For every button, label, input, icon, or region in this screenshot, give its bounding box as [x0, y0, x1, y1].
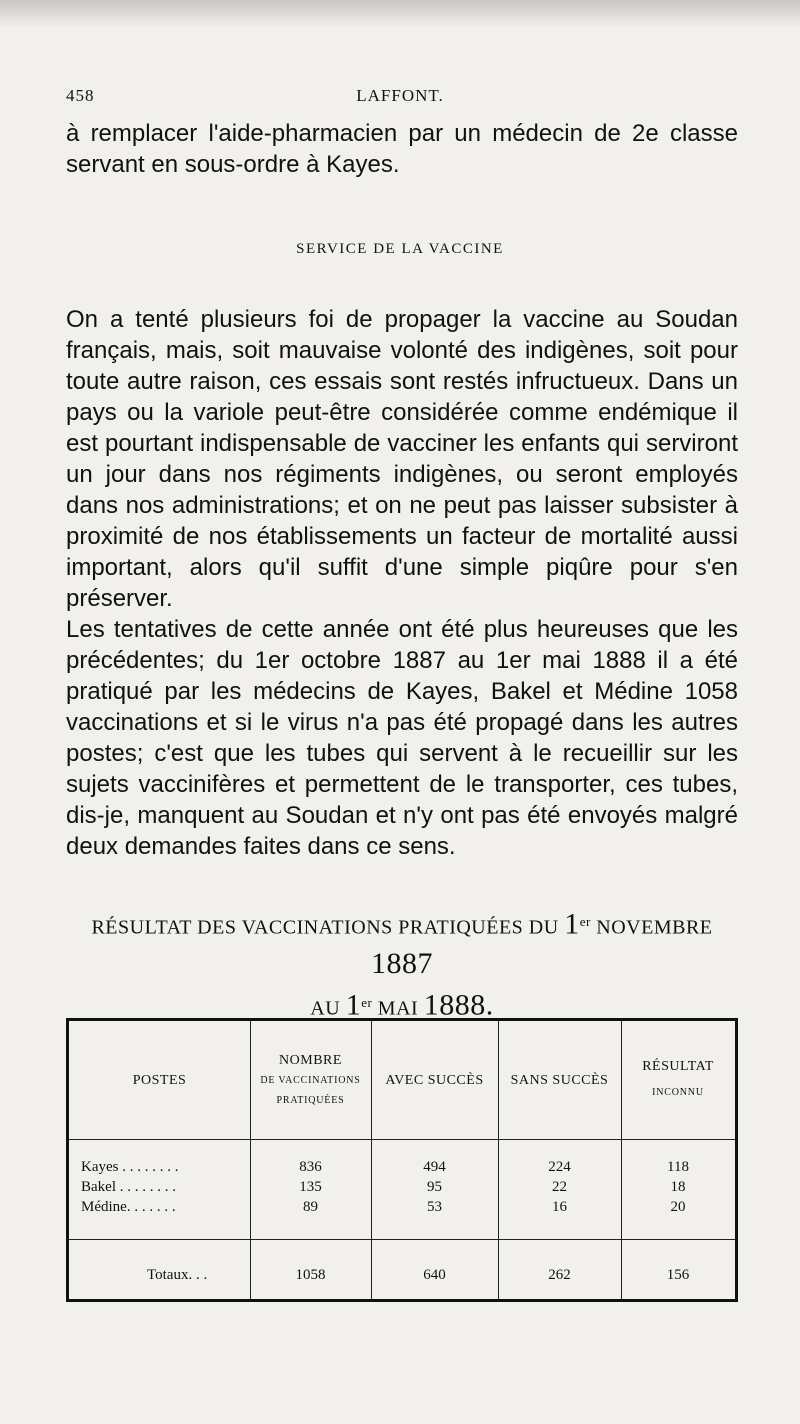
row-poste: Bakel . . . . . . . . — [81, 1179, 176, 1195]
header-resultat — [621, 1057, 735, 1103]
table-heading — [66, 904, 738, 1026]
header-postes: POSTES — [132, 1073, 187, 1088]
heading-year-1: 1887 — [371, 946, 433, 980]
row-inconnu: 118 — [667, 1159, 689, 1175]
row-poste: Kayes . . . . . . . . — [81, 1159, 179, 1175]
header-rule — [69, 1139, 735, 1140]
row-avec: 53 — [427, 1199, 442, 1215]
heading-au: AU — [310, 997, 341, 1020]
row-inconnu: 20 — [670, 1199, 686, 1215]
totals-inconnu: 156 — [666, 1267, 690, 1283]
row-poste: Médine. . . . . . . — [81, 1199, 176, 1215]
header-resultat-2: INCONNU — [652, 1087, 704, 1098]
running-title: LAFFONT. — [356, 86, 444, 105]
row-inconnu: 18 — [670, 1179, 686, 1195]
heading-month-1: NOVEMBRE — [596, 916, 713, 939]
vaccination-table — [66, 1018, 738, 1302]
row-avec: 95 — [427, 1179, 442, 1195]
heading-text: RÉSULTAT DES VACCINATIONS PRATIQUÉES DU — [91, 916, 559, 939]
heading-month-2: MAI — [377, 997, 419, 1020]
paragraph-2: Les tentatives de cette année ont été plus heureuses que les précédentes; du 1er octobre 1887 au 1er mai 1888 il a été pratiqué par les médecins de Kayes, Bakel et Médine 1058 vaccinations et si le virus n'a pas été propagé dans les autres postes; c'est que les tubes qui servent à le recueillir sur les sujets vaccinifères et permettent de le transporter, ces tubes, dis-je, manquent au Soudan et n'y ont pas été envoyés malgré deux demandes faites dans ce sens. — [66, 616, 738, 860]
totals-label: Totaux. . . — [147, 1267, 208, 1283]
header-nombre — [250, 1051, 371, 1111]
heading-year-2: 1888. — [423, 988, 494, 1022]
row-nombre: 135 — [299, 1179, 322, 1195]
row-sans: 224 — [548, 1159, 571, 1175]
running-head — [0, 86, 800, 116]
body-text — [66, 304, 738, 862]
header-resultat-1: RÉSULTAT — [642, 1059, 714, 1074]
totals-sans: 262 — [548, 1267, 571, 1283]
header-nombre-3: PRATIQUÉES — [276, 1095, 345, 1106]
header-nombre-1: NOMBRE — [279, 1053, 342, 1068]
totals-rule — [69, 1239, 735, 1240]
row-nombre: 89 — [303, 1199, 318, 1215]
row-avec: 494 — [423, 1159, 446, 1175]
heading-ordinal: er — [579, 914, 591, 929]
header-avec-succes: AVEC SUCCÈS — [385, 1073, 484, 1088]
header-nombre-2: DE VACCINATIONS — [260, 1075, 361, 1086]
intro-text-block — [66, 118, 738, 180]
heading-day-2: 1 — [345, 988, 362, 1022]
section-title: SERVICE DE LA VACCINE — [296, 241, 504, 257]
heading-ordinal-2: er — [361, 994, 373, 1010]
row-sans: 16 — [552, 1199, 567, 1215]
row-sans: 22 — [552, 1179, 567, 1195]
totals-avec: 640 — [423, 1267, 446, 1283]
intro-lines: à remplacer l'aide-pharmacien par un médecin de 2e classe servant en sous-ordre à Kayes. — [66, 120, 738, 178]
header-sans-succes: SANS SUCCÈS — [510, 1073, 609, 1088]
heading-day: 1 — [564, 907, 580, 941]
totals-nombre: 1058 — [295, 1267, 326, 1283]
row-nombre: 836 — [299, 1159, 322, 1175]
page-number: 458 — [66, 86, 95, 105]
table-heading-line-1 — [66, 904, 738, 985]
scan-edge-shadow — [0, 0, 800, 28]
paragraph-1: On a tenté plusieurs foi de propager la vaccine au Soudan français, mais, soit mauvaise volonté des indigènes, soit pour toute autre raison, ces essais sont restés infructueux. Dans un pays ou la variole peut-être considérée comme endémique il est pourtant indispensable de vacciner les enfants qui serviront un jour dans nos régiments indigènes, ou seront employés dans nos administrations; et on ne peut pas laisser subsister à proximité de nos établissements un facteur de mortalité aussi important, alors qu'il suffit d'une simple piqûre pour s'en préserver. — [66, 306, 738, 612]
